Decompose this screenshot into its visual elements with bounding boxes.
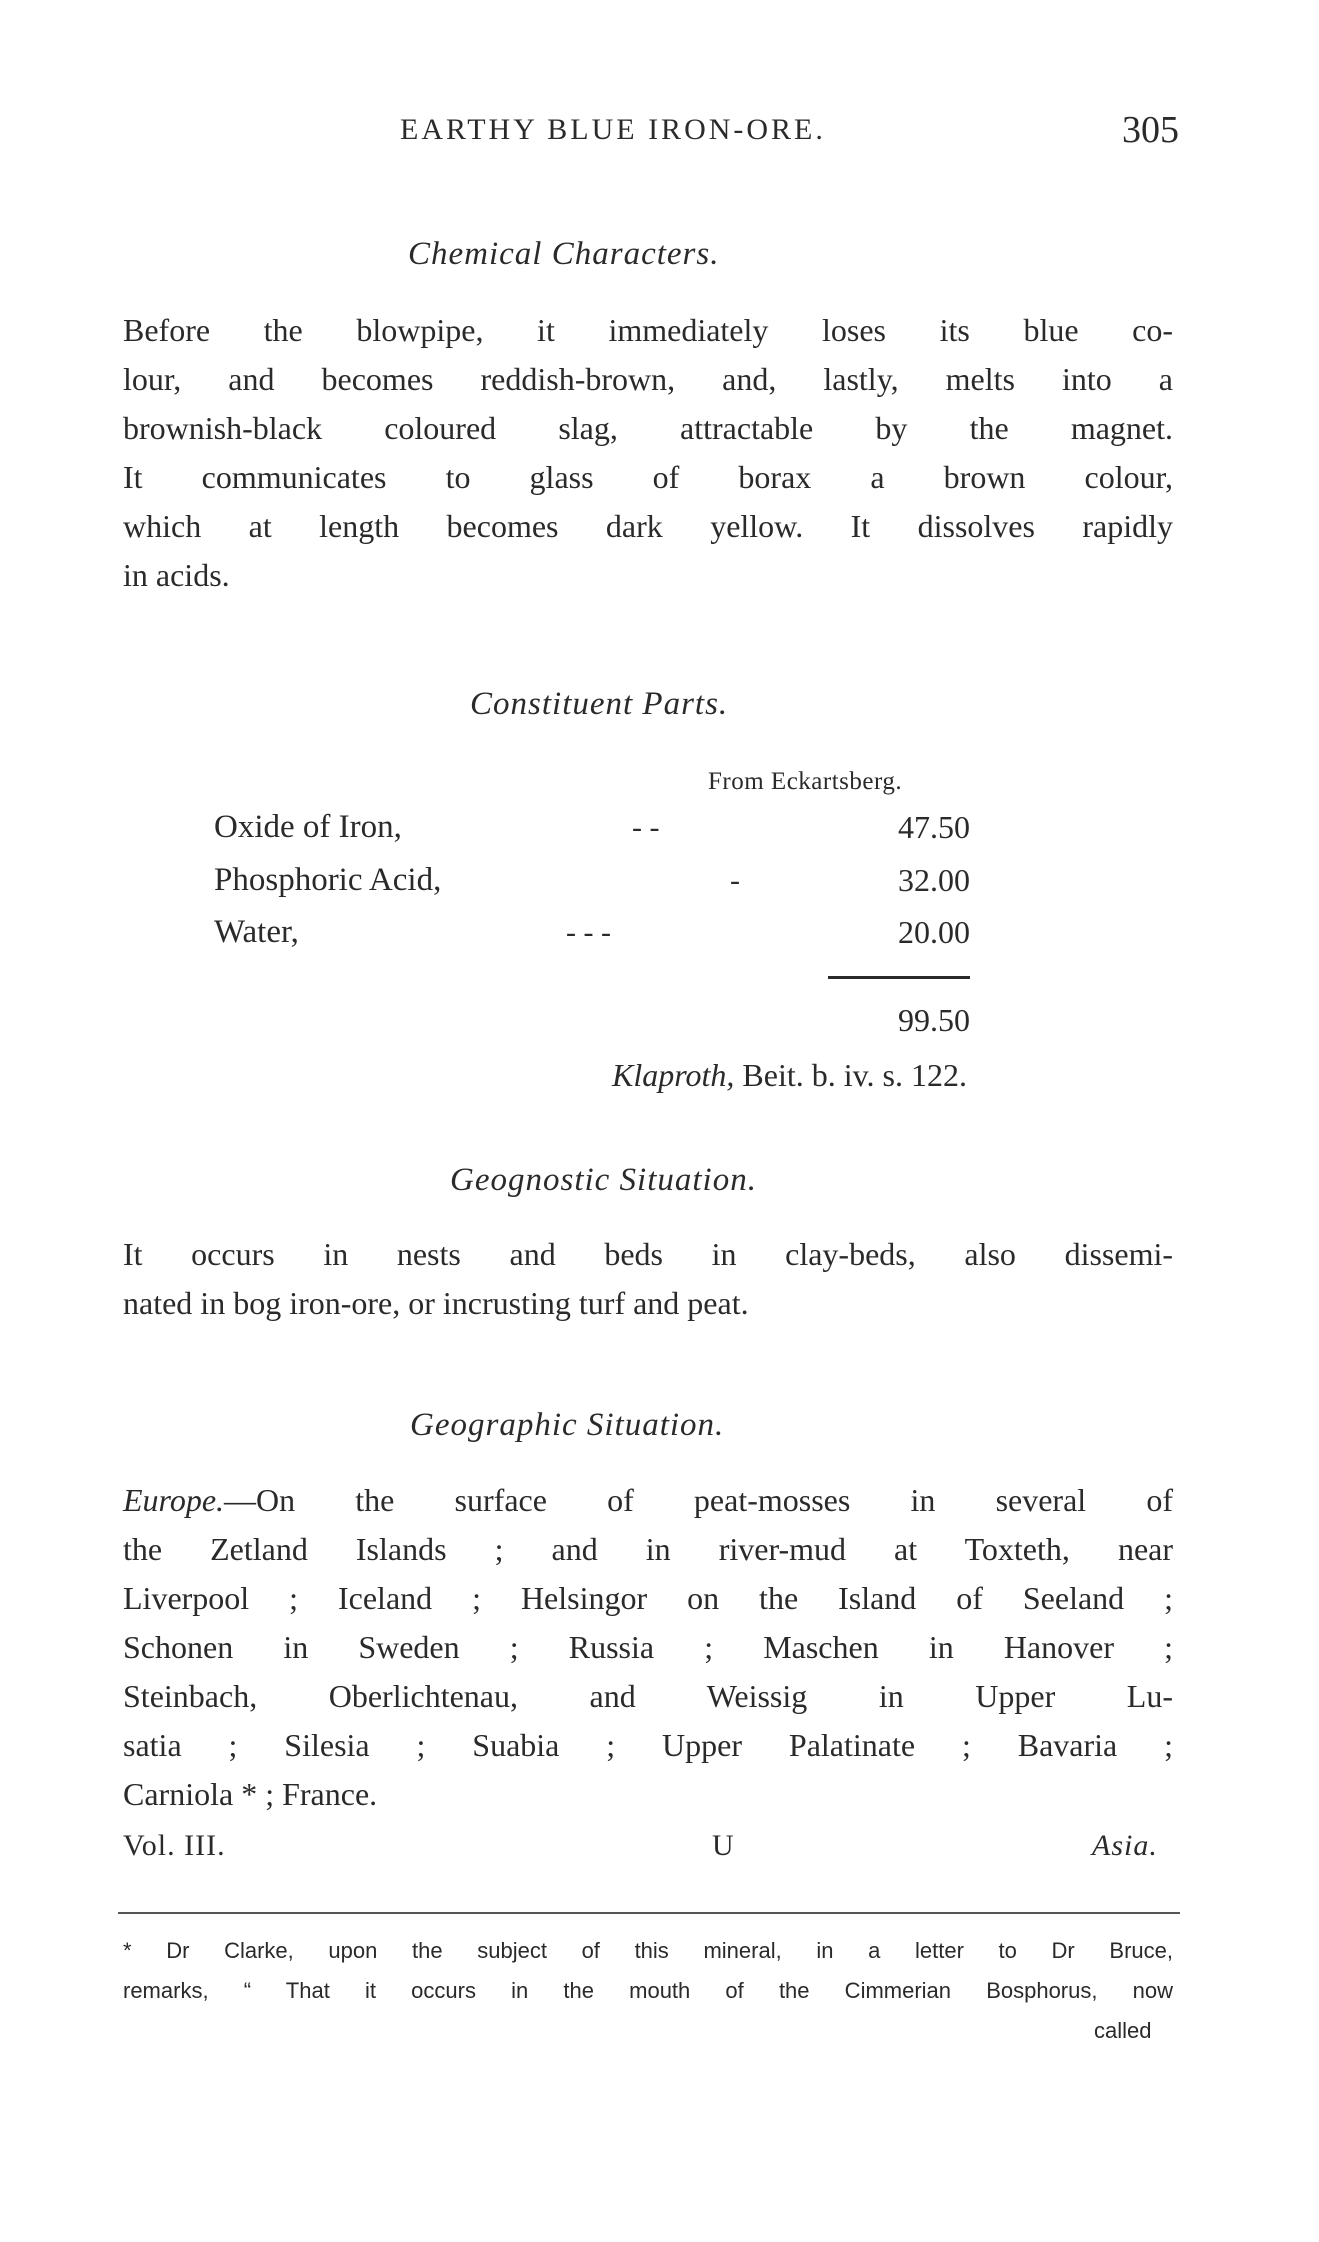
- region-label: Europe.: [123, 1482, 225, 1518]
- running-title: EARTHY BLUE IRON-ORE.: [400, 113, 826, 146]
- chemical-characters-heading: Chemical Characters.: [408, 236, 720, 272]
- geognostic-line: It occurs in nests and beds in clay-beds, also dissemi-: [123, 1236, 1173, 1272]
- geographic-situation-heading: Geographic Situation.: [410, 1407, 725, 1443]
- catchword: Asia.: [1092, 1829, 1158, 1862]
- source-caption: From Eckartsberg.: [708, 768, 903, 795]
- volume-label: Vol. III.: [123, 1829, 226, 1862]
- constituent-value: 20.00: [898, 914, 970, 950]
- citation-author: Klaproth,: [612, 1057, 735, 1093]
- constituent-label: Phosphoric Acid,: [214, 862, 442, 898]
- constituent-label: Water,: [214, 914, 299, 950]
- constituent-value: 47.50: [898, 809, 970, 845]
- citation-reference: Beit. b. iv. s. 122.: [734, 1057, 967, 1093]
- signature-mark: U: [712, 1829, 735, 1862]
- geographic-line: Carniola * ; France.: [123, 1776, 378, 1812]
- geographic-line: [123, 1482, 1173, 1519]
- constituent-parts-heading: Constituent Parts.: [470, 686, 729, 722]
- leader-dashes: - - -: [566, 916, 611, 949]
- geographic-line: Schonen in Sweden ; Russia ; Maschen in Hanover ;: [123, 1629, 1173, 1665]
- chemical-line: lour, and becomes reddish-brown, and, lastly, melts into a: [123, 361, 1173, 397]
- constituent-label: Oxide of Iron,: [214, 809, 402, 845]
- footnote-line: called: [1094, 2018, 1152, 2043]
- page-number: 305: [1122, 109, 1179, 151]
- geographic-line: Steinbach, Oberlichtenau, and Weissig in Upper Lu-: [123, 1678, 1173, 1714]
- chemical-line: Before the blowpipe, it immediately loses its blue co-: [123, 312, 1173, 348]
- geognostic-line: nated in bog iron-ore, or incrusting turf and peat.: [123, 1285, 749, 1321]
- total-value: 99.50: [898, 1002, 970, 1038]
- chemical-line: brownish-black coloured slag, attractable by the magnet.: [123, 410, 1173, 446]
- citation: [612, 1057, 967, 1094]
- constituent-value: 32.00: [898, 862, 970, 898]
- chemical-line: It communicates to glass of borax a brown colour,: [123, 459, 1173, 495]
- footnote-line: remarks, “ That it occurs in the mouth of the Cimmerian Bosphorus, now: [123, 1978, 1173, 2003]
- geographic-text: —On the surface of peat-mosses in several of: [224, 1482, 1173, 1518]
- leader-dashes: - -: [632, 811, 660, 844]
- sum-rule: [828, 976, 970, 979]
- chemical-line: which at length becomes dark yellow. It dissolves rapidly: [123, 508, 1173, 544]
- footnote-line: * Dr Clarke, upon the subject of this mineral, in a letter to Dr Bruce,: [123, 1938, 1173, 1963]
- leader-dashes: -: [730, 864, 740, 897]
- chemical-line: in acids.: [123, 557, 230, 593]
- footnote-rule: [118, 1912, 1180, 1914]
- geographic-line: satia ; Silesia ; Suabia ; Upper Palatinate ; Bavaria ;: [123, 1727, 1173, 1763]
- geognostic-situation-heading: Geognostic Situation.: [450, 1162, 757, 1198]
- geographic-line: the Zetland Islands ; and in river-mud at Toxteth, near: [123, 1531, 1173, 1567]
- geographic-line: Liverpool ; Iceland ; Helsingor on the Island of Seeland ;: [123, 1580, 1173, 1616]
